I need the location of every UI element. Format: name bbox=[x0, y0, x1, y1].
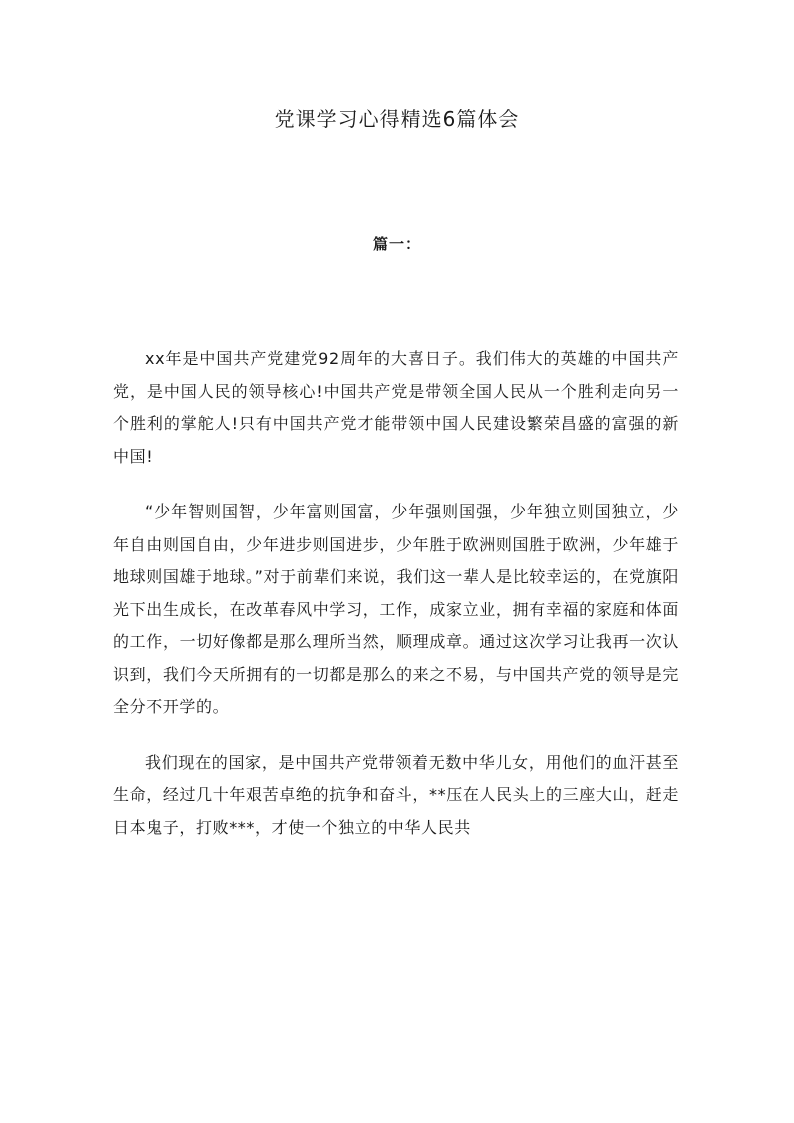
document-title: 党课学习心得精选6篇体会 bbox=[274, 107, 520, 131]
paragraph-2: “少年智则国智，少年富则国富，少年强则国强，少年独立则国独立，少年自由则国自由，少年进步则国进步，少年胜于欧洲则国胜于欧洲，少年雄于地球则国雄于地球。”对于前辈们来说，我们这一辈人是比较幸运的，在党旗阳光下出生成长，在改革春风中学习，工作，成家立业，拥有幸福的家庭和体面的工作，一切好像都是那么理所当然，顺理成章。通过这次学习让我再一次认识到，我们今天所拥有的一切都是那么的来之不易，与中国共产党的领导是完全分不开学的。 bbox=[113, 502, 679, 716]
paragraph-1: xx年是中国共产党建党92周年的大喜日子。我们伟大的英雄的中国共产党，是中国人民的领导核心!中国共产党是带领全国人民从一个胜利走向另一个胜利的掌舵人!只有中国共产党才能带领中国人民建设繁荣昌盛的富强的新中国! bbox=[113, 349, 679, 466]
paragraph-3: 我们现在的国家，是中国共产党带领着无数中华儿女，用他们的血汗甚至生命，经过几十年艰苦卓绝的抗争和奋斗，**压在人民头上的三座大山，赶走日本鬼子，打败***，才使一个独立的中华人民共 bbox=[113, 752, 679, 837]
document-body bbox=[113, 343, 679, 867]
section-heading: 篇一： bbox=[372, 235, 421, 253]
